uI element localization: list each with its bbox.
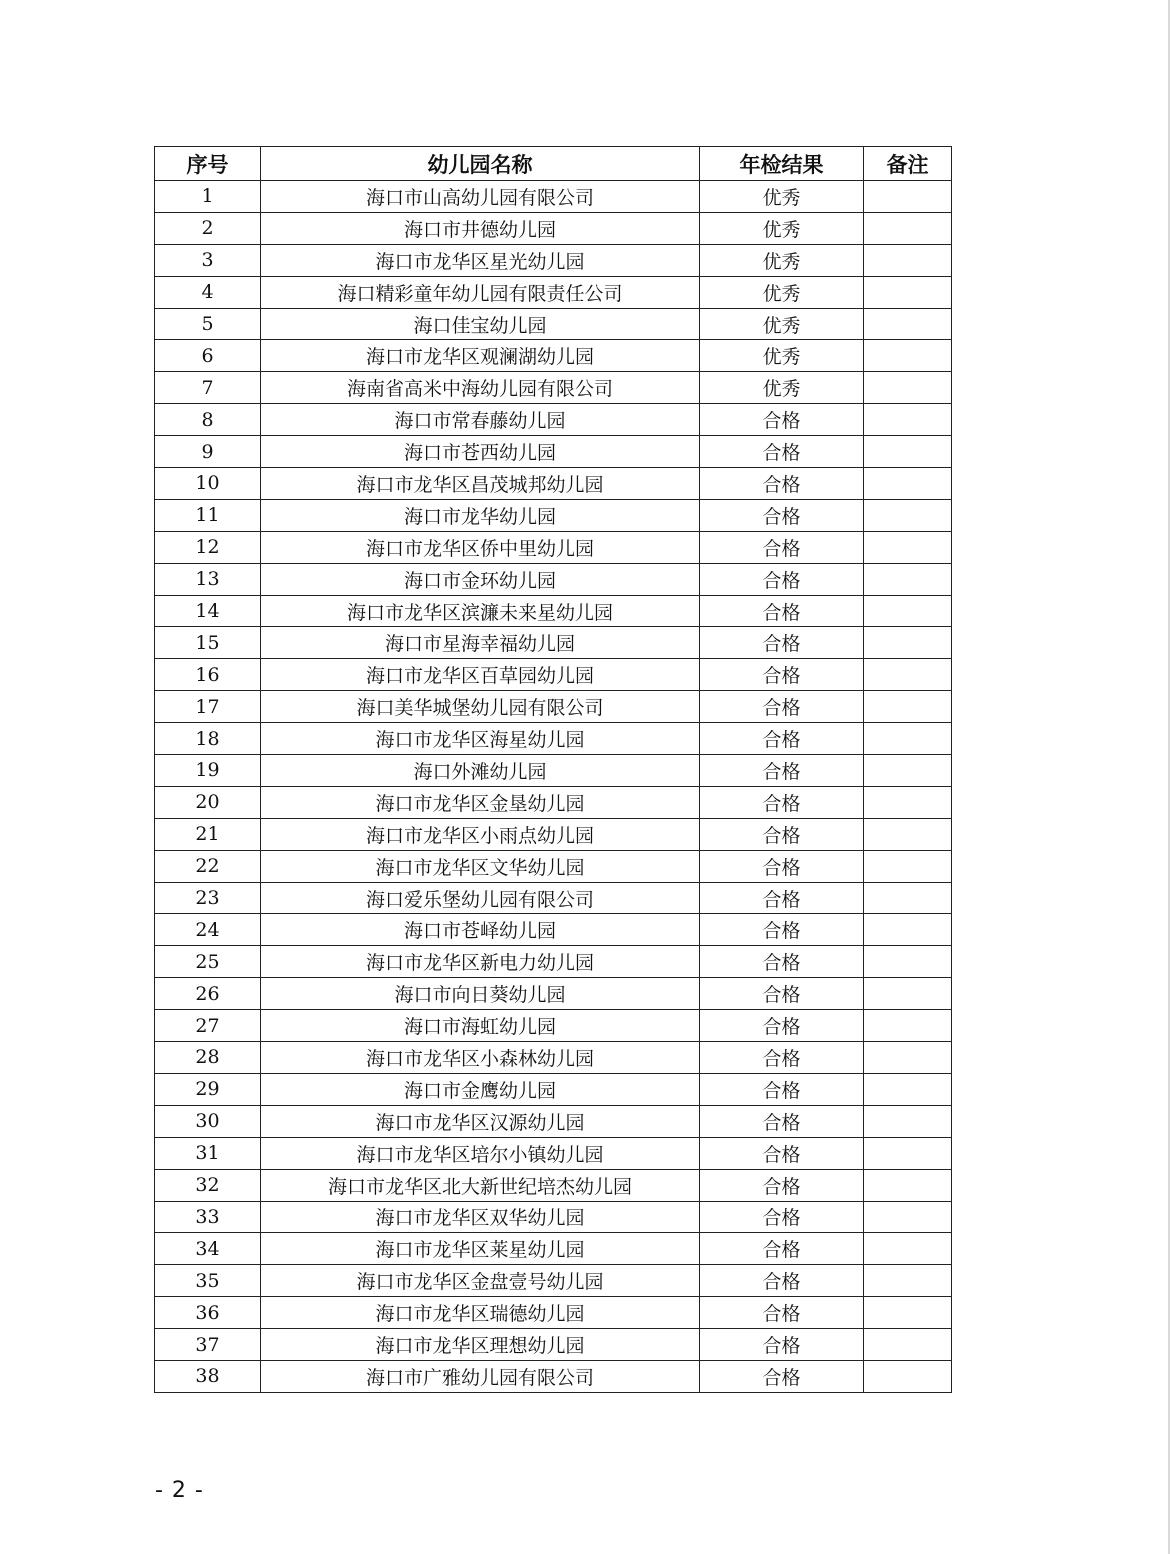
table-row	[155, 723, 952, 755]
cell-name: 海口市金环幼儿园	[261, 563, 700, 595]
kindergarten-inspection-table	[154, 146, 952, 1393]
cell-result: 合格	[700, 1010, 864, 1042]
cell-index: 38	[155, 1360, 261, 1392]
cell-result: 合格	[700, 850, 864, 882]
table-row	[155, 563, 952, 595]
cell-note	[864, 181, 952, 213]
cell-result: 优秀	[700, 276, 864, 308]
cell-name: 海口市龙华区理想幼儿园	[261, 1329, 700, 1361]
cell-name: 海口市金鹰幼儿园	[261, 1073, 700, 1105]
cell-name: 海南省高米中海幼儿园有限公司	[261, 372, 700, 404]
table-row	[155, 468, 952, 500]
table-header	[155, 147, 952, 181]
cell-note	[864, 499, 952, 531]
cell-note	[864, 1073, 952, 1105]
cell-result: 合格	[700, 404, 864, 436]
cell-index: 11	[155, 499, 261, 531]
cell-note	[864, 244, 952, 276]
cell-index: 24	[155, 914, 261, 946]
cell-index: 34	[155, 1233, 261, 1265]
table-row	[155, 978, 952, 1010]
cell-result: 合格	[700, 468, 864, 500]
cell-name: 海口市龙华区新电力幼儿园	[261, 946, 700, 978]
cell-note	[864, 531, 952, 563]
cell-name: 海口市龙华区小森林幼儿园	[261, 1042, 700, 1074]
cell-index: 32	[155, 1169, 261, 1201]
cell-name: 海口市龙华幼儿园	[261, 499, 700, 531]
table-row	[155, 882, 952, 914]
cell-name: 海口市龙华区莱星幼儿园	[261, 1233, 700, 1265]
cell-note	[864, 1233, 952, 1265]
cell-note	[864, 882, 952, 914]
cell-index: 6	[155, 340, 261, 372]
cell-result: 合格	[700, 595, 864, 627]
cell-note	[864, 1137, 952, 1169]
table-row	[155, 1329, 952, 1361]
cell-index: 2	[155, 212, 261, 244]
cell-index: 9	[155, 436, 261, 468]
cell-name: 海口市龙华区观澜湖幼儿园	[261, 340, 700, 372]
table-row	[155, 818, 952, 850]
cell-name: 海口市苍西幼儿园	[261, 436, 700, 468]
cell-name: 海口市龙华区昌茂城邦幼儿园	[261, 468, 700, 500]
cell-result: 合格	[700, 1169, 864, 1201]
table-row	[155, 531, 952, 563]
table-row	[155, 212, 952, 244]
table-row	[155, 340, 952, 372]
cell-index: 31	[155, 1137, 261, 1169]
cell-name: 海口市龙华区金盘壹号幼儿园	[261, 1265, 700, 1297]
cell-result: 合格	[700, 499, 864, 531]
header-row	[155, 147, 952, 181]
cell-note	[864, 659, 952, 691]
cell-result: 合格	[700, 691, 864, 723]
cell-result: 合格	[700, 659, 864, 691]
cell-index: 5	[155, 308, 261, 340]
cell-note	[864, 436, 952, 468]
cell-index: 13	[155, 563, 261, 595]
table-row	[155, 1073, 952, 1105]
cell-name: 海口市星海幸福幼儿园	[261, 627, 700, 659]
cell-result: 合格	[700, 1360, 864, 1392]
cell-index: 19	[155, 755, 261, 787]
cell-index: 4	[155, 276, 261, 308]
cell-note	[864, 723, 952, 755]
cell-index: 37	[155, 1329, 261, 1361]
table-row	[155, 691, 952, 723]
cell-name: 海口美华城堡幼儿园有限公司	[261, 691, 700, 723]
cell-index: 7	[155, 372, 261, 404]
cell-note	[864, 850, 952, 882]
cell-note	[864, 786, 952, 818]
cell-result: 合格	[700, 946, 864, 978]
table-row	[155, 595, 952, 627]
table-row	[155, 244, 952, 276]
header-name: 幼儿园名称	[261, 147, 700, 181]
cell-index: 3	[155, 244, 261, 276]
cell-index: 25	[155, 946, 261, 978]
cell-name: 海口市龙华区瑞德幼儿园	[261, 1297, 700, 1329]
cell-result: 合格	[700, 436, 864, 468]
cell-name: 海口市广雅幼儿园有限公司	[261, 1360, 700, 1392]
cell-note	[864, 1360, 952, 1392]
page-number: - 2 -	[155, 1478, 204, 1503]
cell-index: 22	[155, 850, 261, 882]
cell-note	[864, 372, 952, 404]
cell-name: 海口市向日葵幼儿园	[261, 978, 700, 1010]
cell-name: 海口市龙华区文华幼儿园	[261, 850, 700, 882]
cell-result: 优秀	[700, 181, 864, 213]
cell-note	[864, 978, 952, 1010]
cell-index: 27	[155, 1010, 261, 1042]
cell-index: 21	[155, 818, 261, 850]
cell-index: 29	[155, 1073, 261, 1105]
cell-result: 合格	[700, 978, 864, 1010]
table-row	[155, 1265, 952, 1297]
cell-name: 海口市龙华区滨濂未来星幼儿园	[261, 595, 700, 627]
cell-name: 海口市龙华区双华幼儿园	[261, 1201, 700, 1233]
cell-result: 合格	[700, 1201, 864, 1233]
table-row	[155, 1042, 952, 1074]
table-row	[155, 1297, 952, 1329]
table-row	[155, 1169, 952, 1201]
table-row	[155, 181, 952, 213]
cell-result: 合格	[700, 786, 864, 818]
cell-index: 17	[155, 691, 261, 723]
cell-index: 20	[155, 786, 261, 818]
header-note: 备注	[864, 147, 952, 181]
cell-name: 海口市苍峄幼儿园	[261, 914, 700, 946]
cell-note	[864, 1329, 952, 1361]
table-row	[155, 659, 952, 691]
cell-index: 28	[155, 1042, 261, 1074]
table-row	[155, 946, 952, 978]
cell-note	[864, 563, 952, 595]
cell-name: 海口市龙华区海星幼儿园	[261, 723, 700, 755]
table-row	[155, 1105, 952, 1137]
cell-note	[864, 1042, 952, 1074]
cell-index: 36	[155, 1297, 261, 1329]
cell-note	[864, 308, 952, 340]
cell-note	[864, 468, 952, 500]
cell-result: 合格	[700, 1329, 864, 1361]
table-row	[155, 1360, 952, 1392]
cell-result: 合格	[700, 914, 864, 946]
cell-index: 10	[155, 468, 261, 500]
cell-result: 合格	[700, 531, 864, 563]
cell-name: 海口市龙华区北大新世纪培杰幼儿园	[261, 1169, 700, 1201]
table-row	[155, 1233, 952, 1265]
cell-note	[864, 404, 952, 436]
table-row	[155, 1201, 952, 1233]
cell-name: 海口外滩幼儿园	[261, 755, 700, 787]
table-row	[155, 1137, 952, 1169]
cell-result: 合格	[700, 1297, 864, 1329]
cell-result: 优秀	[700, 372, 864, 404]
cell-name: 海口佳宝幼儿园	[261, 308, 700, 340]
cell-result: 合格	[700, 1265, 864, 1297]
cell-name: 海口爱乐堡幼儿园有限公司	[261, 882, 700, 914]
table-row	[155, 914, 952, 946]
cell-name: 海口市龙华区侨中里幼儿园	[261, 531, 700, 563]
cell-note	[864, 1265, 952, 1297]
table-row	[155, 372, 952, 404]
table-row	[155, 786, 952, 818]
cell-result: 合格	[700, 723, 864, 755]
cell-name: 海口市龙华区汉源幼儿园	[261, 1105, 700, 1137]
cell-result: 优秀	[700, 308, 864, 340]
cell-note	[864, 595, 952, 627]
table-row	[155, 627, 952, 659]
cell-index: 18	[155, 723, 261, 755]
cell-result: 合格	[700, 1105, 864, 1137]
cell-result: 优秀	[700, 244, 864, 276]
cell-name: 海口市龙华区百草园幼儿园	[261, 659, 700, 691]
table-row	[155, 308, 952, 340]
cell-note	[864, 818, 952, 850]
cell-index: 8	[155, 404, 261, 436]
cell-note	[864, 1169, 952, 1201]
cell-note	[864, 755, 952, 787]
cell-result: 合格	[700, 1233, 864, 1265]
cell-result: 优秀	[700, 340, 864, 372]
cell-result: 优秀	[700, 212, 864, 244]
table-row	[155, 436, 952, 468]
cell-note	[864, 276, 952, 308]
cell-note	[864, 1010, 952, 1042]
cell-index: 1	[155, 181, 261, 213]
cell-name: 海口市山高幼儿园有限公司	[261, 181, 700, 213]
cell-name: 海口市龙华区星光幼儿园	[261, 244, 700, 276]
cell-note	[864, 691, 952, 723]
table-row	[155, 850, 952, 882]
cell-index: 16	[155, 659, 261, 691]
cell-result: 合格	[700, 1137, 864, 1169]
cell-result: 合格	[700, 563, 864, 595]
cell-note	[864, 1297, 952, 1329]
cell-index: 15	[155, 627, 261, 659]
table-body	[155, 181, 952, 1393]
cell-index: 12	[155, 531, 261, 563]
cell-note	[864, 1201, 952, 1233]
cell-note	[864, 946, 952, 978]
cell-index: 14	[155, 595, 261, 627]
cell-result: 合格	[700, 882, 864, 914]
cell-result: 合格	[700, 627, 864, 659]
cell-result: 合格	[700, 818, 864, 850]
cell-result: 合格	[700, 755, 864, 787]
cell-index: 23	[155, 882, 261, 914]
cell-name: 海口市龙华区金垦幼儿园	[261, 786, 700, 818]
cell-index: 35	[155, 1265, 261, 1297]
cell-name: 海口市龙华区小雨点幼儿园	[261, 818, 700, 850]
cell-index: 26	[155, 978, 261, 1010]
cell-note	[864, 914, 952, 946]
header-result: 年检结果	[700, 147, 864, 181]
cell-result: 合格	[700, 1042, 864, 1074]
cell-note	[864, 1105, 952, 1137]
cell-name: 海口市龙华区培尔小镇幼儿园	[261, 1137, 700, 1169]
table-row	[155, 1010, 952, 1042]
header-index: 序号	[155, 147, 261, 181]
cell-index: 33	[155, 1201, 261, 1233]
cell-name: 海口市井德幼儿园	[261, 212, 700, 244]
table-row	[155, 404, 952, 436]
cell-result: 合格	[700, 1073, 864, 1105]
cell-name: 海口精彩童年幼儿园有限责任公司	[261, 276, 700, 308]
cell-index: 30	[155, 1105, 261, 1137]
cell-name: 海口市常春藤幼儿园	[261, 404, 700, 436]
table-row	[155, 276, 952, 308]
cell-note	[864, 212, 952, 244]
table-row	[155, 499, 952, 531]
cell-note	[864, 340, 952, 372]
cell-name: 海口市海虹幼儿园	[261, 1010, 700, 1042]
cell-note	[864, 627, 952, 659]
table-row	[155, 755, 952, 787]
